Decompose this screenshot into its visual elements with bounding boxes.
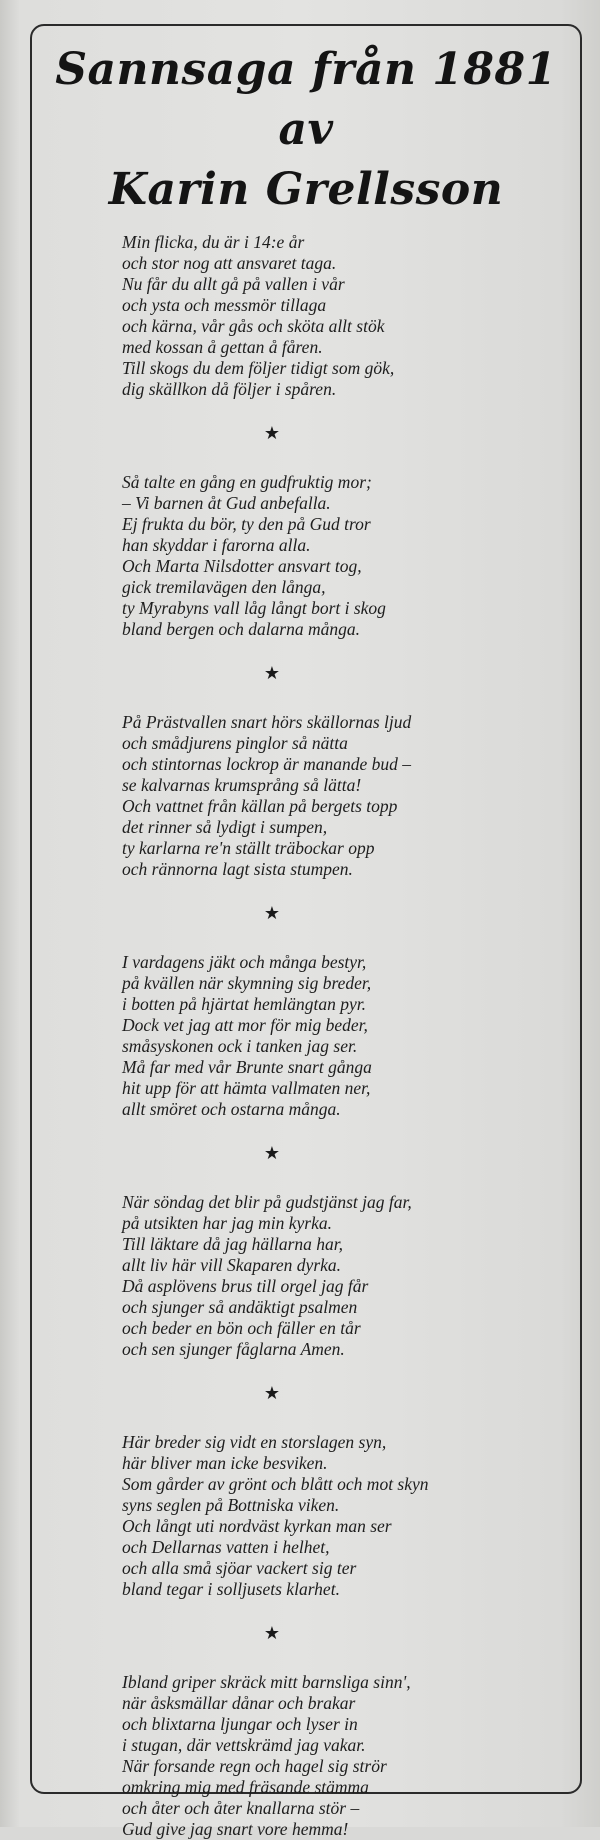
poem-line: allt smöret och ostarna många.	[122, 1099, 341, 1119]
stanza-5	[122, 1192, 562, 1360]
poem-line: Ej frukta du bör, ty den på Gud tror	[122, 514, 371, 534]
star-separator-icon: ★	[263, 423, 281, 443]
stanza-4	[122, 952, 562, 1120]
poem-line: Till läktare då jag hällarna har,	[122, 1234, 344, 1254]
poem-line: Må far med vår Brunte snart gånga	[122, 1057, 372, 1077]
poem-line: När forsande regn och hagel sig strör	[122, 1756, 387, 1776]
poem-line: och Dellarnas vatten i helhet,	[122, 1537, 330, 1557]
stanza-7	[122, 1672, 562, 1840]
poem-line: det rinner så lydigt i sumpen,	[122, 817, 328, 837]
poem-line: och alla små sjöar vackert sig ter	[122, 1558, 357, 1578]
stanza-6	[122, 1432, 562, 1600]
poem-line: dig skällkon då följer i spåren.	[122, 379, 337, 399]
poem-line: Och långt uti nordväst kyrkan man ser	[122, 1516, 392, 1536]
poem-line: i botten på hjärtat hemlängtan pyr.	[122, 994, 367, 1014]
poem-line: Nu får du allt gå på vallen i vår	[122, 274, 345, 294]
poem-line: Till skogs du dem följer tidigt som gök,	[122, 358, 395, 378]
poem-line: och blixtarna ljungar och lyser in	[122, 1714, 358, 1734]
poem-line: på utsikten har jag min kyrka.	[122, 1213, 332, 1233]
stanza-3	[122, 712, 562, 880]
poem-line: och sen sjunger fåglarna Amen.	[122, 1339, 345, 1359]
poem-line: i stugan, där vettskrämd jag vakar.	[122, 1735, 366, 1755]
poem-line: här bliver man icke besviken.	[122, 1453, 328, 1473]
star-separator-icon: ★	[263, 1143, 281, 1163]
title-line-1: Sannsaga från 1881	[55, 44, 557, 95]
poem-line: Ibland griper skräck mitt barnsliga sinn',	[122, 1672, 411, 1692]
poem-line: och ysta och messmör tillaga	[122, 295, 327, 315]
stanza-1	[122, 232, 562, 400]
poem-line: småsyskonen ock i tanken jag ser.	[122, 1036, 358, 1056]
poem-line: och kärna, vår gås och sköta allt stök	[122, 316, 385, 336]
author-name: Karin Grellsson	[108, 164, 504, 215]
star-separator-icon: ★	[263, 663, 281, 683]
poem-line: I vardagens jäkt och många bestyr,	[122, 952, 367, 972]
poem-line: Som gårder av grönt och blått och mot skyn	[122, 1474, 429, 1494]
stanza-2	[122, 472, 562, 640]
poem-line: och åter och åter knallarna stör –	[122, 1798, 360, 1818]
poem-line: Dock vet jag att mor för mig beder,	[122, 1015, 368, 1035]
star-separator-icon: ★	[263, 903, 281, 923]
poem-line: På Prästvallen snart hörs skällornas ljud	[122, 712, 412, 732]
poem-line: Här breder sig vidt en storslagen syn,	[122, 1432, 387, 1452]
poem-line: Så talte en gång en gudfruktig mor;	[122, 472, 372, 492]
poem-line: Gud give jag snart vore hemma!	[122, 1819, 349, 1839]
title-line-2: av	[278, 104, 334, 155]
poem-line: Och vattnet från källan på bergets topp	[122, 796, 398, 816]
poem-line: Då asplövens brus till orgel jag får	[122, 1276, 369, 1296]
poem-line: bland tegar i solljusets klarhet.	[122, 1579, 340, 1599]
poem-line: och sjunger så andäktigt psalmen	[122, 1297, 358, 1317]
poem-line: och rännorna lagt sista stumpen.	[122, 859, 353, 879]
poem-line: Och Marta Nilsdotter ansvart tog,	[122, 556, 362, 576]
poem-line: och smådjurens pinglor så nätta	[122, 733, 348, 753]
poem-line: bland bergen och dalarna många.	[122, 619, 361, 639]
poem-line: på kvällen när skymning sig breder,	[122, 973, 372, 993]
poem-line: omkring mig med fräsande stämma	[122, 1777, 369, 1797]
star-separator-icon: ★	[263, 1623, 281, 1643]
poem	[122, 232, 562, 1840]
poem-line: syns seglen på Bottniska viken.	[122, 1495, 340, 1515]
poem-line: hit upp för att hämta vallmaten ner,	[122, 1078, 371, 1098]
poem-line: ty Myrabyns vall låg långt bort i skog	[122, 598, 386, 618]
poem-line: allt liv här vill Skaparen dyrka.	[122, 1255, 342, 1275]
poem-line: med kossan å gettan å fåren.	[122, 337, 323, 357]
poem-line: när åsksmällar dånar och brakar	[122, 1693, 356, 1713]
star-separator-icon: ★	[263, 1383, 281, 1403]
poem-line: han skyddar i farorna alla.	[122, 535, 311, 555]
poem-line: och beder en bön och fäller en tår	[122, 1318, 361, 1338]
poem-line: Min flicka, du är i 14:e år	[122, 232, 305, 252]
poem-line: – Vi barnen åt Gud anbefalla.	[122, 493, 331, 513]
poem-line: och stor nog att ansvaret taga.	[122, 253, 337, 273]
poem-line: se kalvarnas krumsprång så lätta!	[122, 775, 362, 795]
poem-line: När söndag det blir på gudstjänst jag far,	[122, 1192, 412, 1212]
poem-line: gick tremilavägen den långa,	[122, 577, 326, 597]
poem-line: och stintornas lockrop är manande bud –	[122, 754, 412, 774]
poem-line: ty karlarna re'n ställt träbockar opp	[122, 838, 375, 858]
